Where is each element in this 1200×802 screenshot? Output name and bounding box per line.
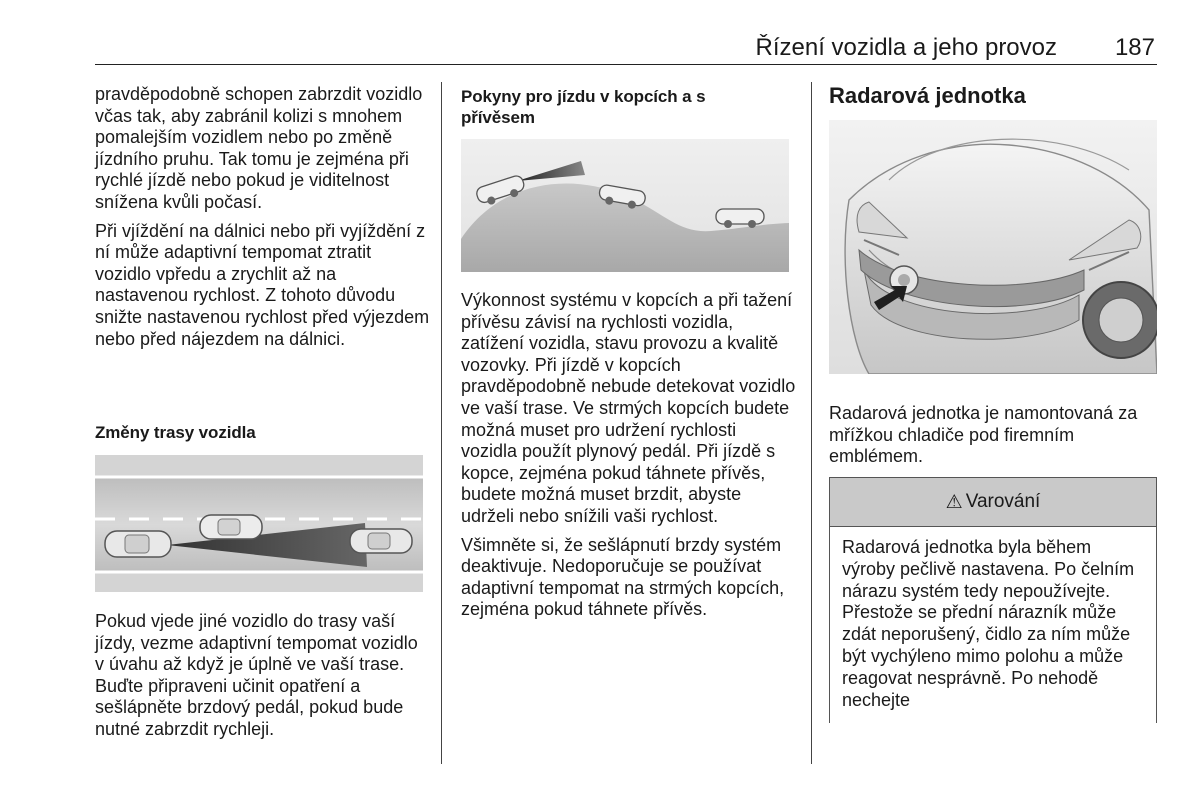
warning-triangle-icon: ⚠ — [945, 491, 963, 513]
warning-box — [829, 477, 1157, 723]
warning-header — [830, 478, 1156, 527]
col2-heading: Pokyny pro jízdu v kopcích a s přívěsem — [461, 87, 706, 127]
col1-heading: Změny trasy vozidla — [95, 423, 256, 442]
radar-unit-car-illustration — [829, 120, 1157, 374]
warning-title: Varování — [965, 491, 1041, 512]
col1-lower-text — [95, 611, 430, 741]
column-divider-1 — [441, 82, 442, 764]
col1-paragraph-3: Pokud vjede jiné vozidlo do trasy vaší jízdy, vezme adaptivní tempomat vozidlo v úvahu až když je úplně ve vaší trase. Buďte připraveni učinit opatření a sešlápněte brzdový pedál, pokud bude nutné zabrzdit rychleji. — [95, 611, 418, 739]
col2-text — [461, 290, 796, 621]
col1-paragraph-1: pravděpodobně schopen zabrzdit vozidlo včas tak, aby zabránil kolizi s mnohem pomalejším vozidlem nebo po změně jízdního pruhu. Tak tomu je zejména při rychlé jízdě nebo pokud je viditelnost snížena kvůli počasí. — [95, 84, 423, 212]
page-header — [95, 30, 1157, 65]
col3-heading: Radarová jednotka — [829, 83, 1026, 108]
column-1 — [95, 84, 430, 350]
lane-change-illustration — [95, 455, 423, 592]
col1-paragraph-2: Při vjíždění na dálnici nebo při vyjíždění z ní může adaptivní tempomat ztratit vozidlo vpředu a zrychlit až na nastavenou rychlost. Z tohoto důvodu snižte nastavenou rychlost před výjezdem nebo před nájezdem na dálnici. — [95, 220, 430, 349]
column-divider-2 — [811, 82, 812, 764]
warning-body: Radarová jednotka byla během výroby pečlivě nastavena. Po čelním nárazu systém tedy nepoužívejte. Přestože se přední nárazník může zdát neporušený, čidlo za ním může být vychýleno mimo polohu a může reagovat nesprávně. Po nehodě nechejte — [842, 537, 1135, 710]
col2-paragraph-1: Výkonnost systému v kopcích a při tažení přívěsu závisí na rychlosti vozidla, zatížení vozidla, stavu provozu a kvalitě vozovky. Při jízdě v kopcích pravděpodobně nebude detekovat vozidlo ve vaší trase. Ve strmých kopcích budete možná muset pro udržení rychlosti vozidla použít plynový pedál. Při jízdě s kopce, zejména pokud táhnete přívěs, budete možná muset brzdit, abyste udrželi nebo snížili vaši rychlost. — [461, 290, 796, 526]
chapter-title: Řízení vozidla a jeho provoz — [755, 34, 1057, 61]
hills-illustration — [461, 139, 789, 272]
col3-text — [829, 403, 1157, 468]
col3-paragraph-1: Radarová jednotka je namontovaná za mřížkou chladiče pod firemním emblémem. — [829, 403, 1138, 467]
col2-paragraph-2: Všimněte si, že sešlápnutí brzdy systém deaktivuje. Nedoporučuje se používat adaptivní tempomat na strmých kopcích, zejména pokud táhnete přívěs. — [461, 534, 785, 620]
page-number: 187 — [1114, 34, 1155, 61]
